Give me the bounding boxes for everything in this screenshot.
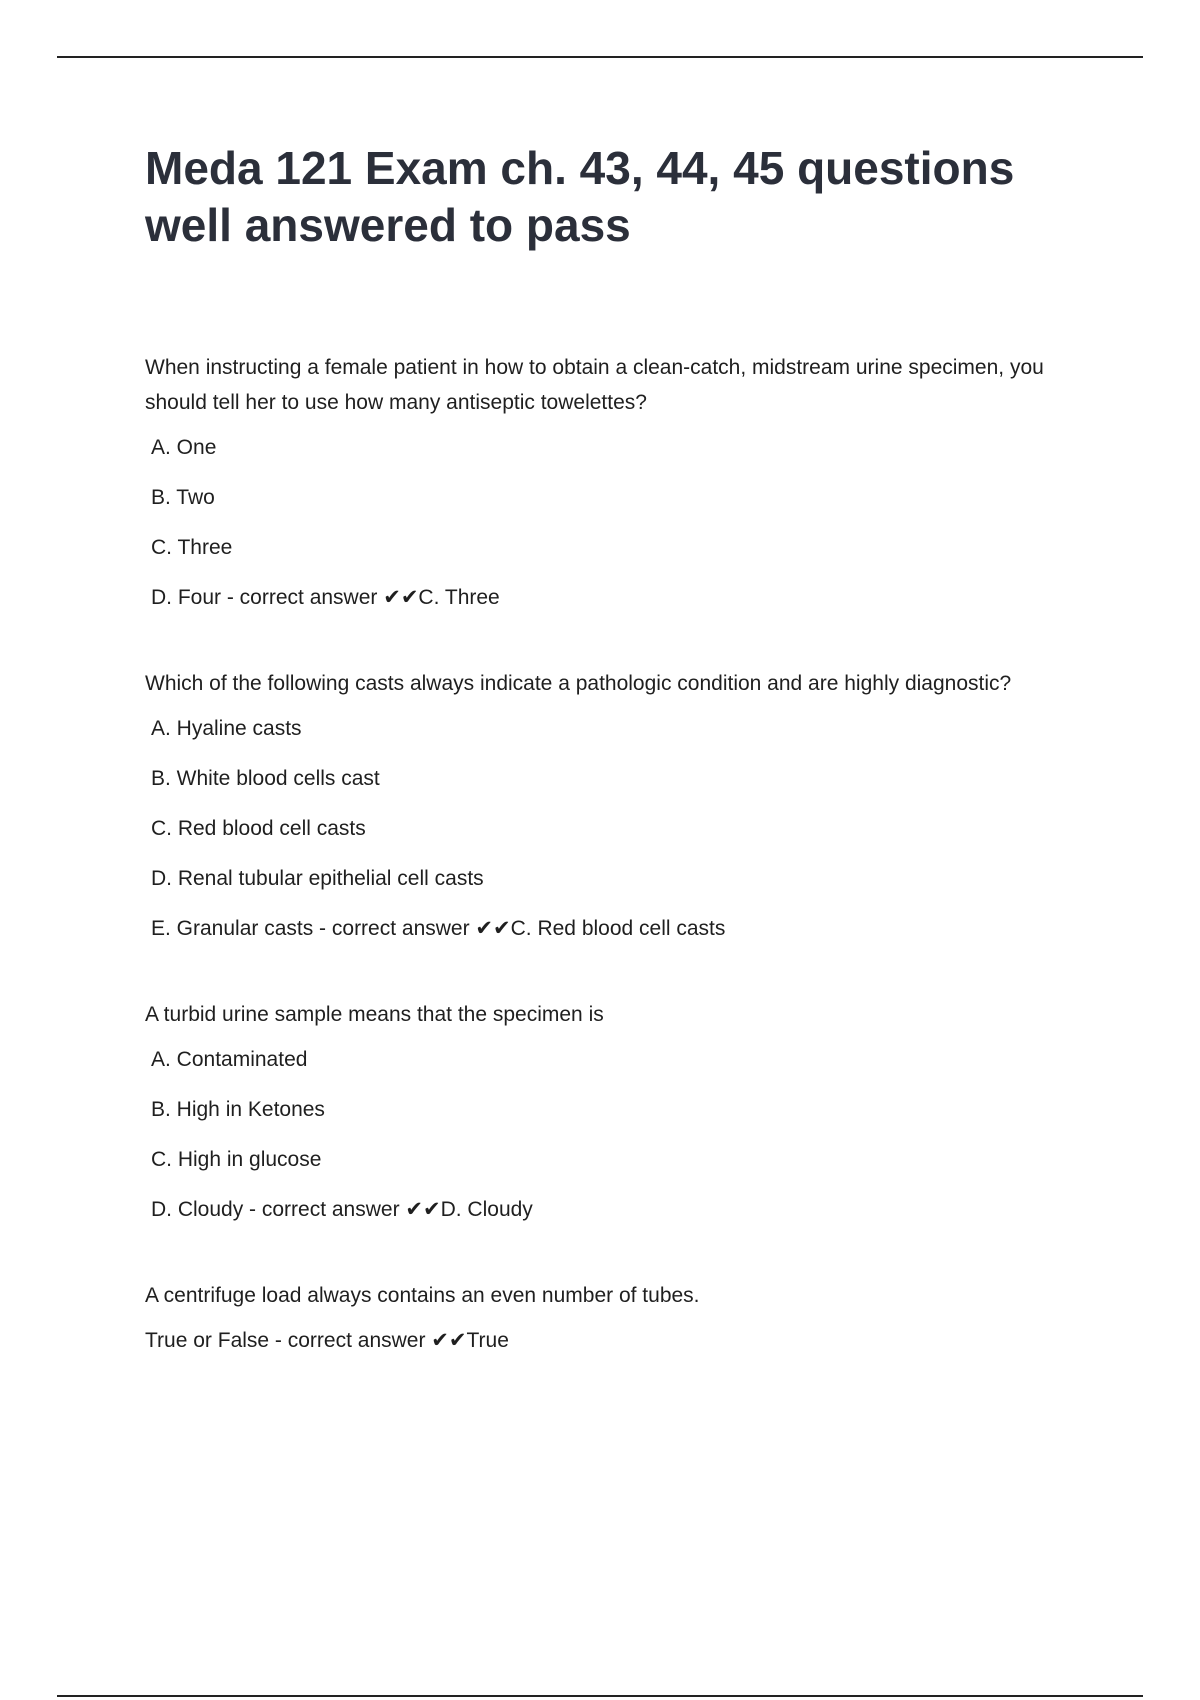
question-2: [145, 666, 1095, 943]
answer-option: C. Three: [151, 536, 233, 559]
answer-option: B. White blood cells cast: [151, 767, 380, 790]
document-body: [145, 140, 1095, 1409]
bottom-divider: [57, 1695, 1143, 1697]
question-1: [145, 350, 1095, 612]
answer-option: B. Two: [151, 486, 215, 509]
answer-option: A. One: [151, 436, 217, 459]
answer-option-with-correct-answer: D. Four - correct answer ✔✔C. Three: [151, 586, 500, 609]
question-text: Which of the following casts always indicate a pathologic condition and are highly diagnostic?: [145, 672, 1012, 695]
document-title: Meda 121 Exam ch. 43, 44, 45 questions well answered to pass: [145, 142, 1015, 251]
top-divider: [57, 56, 1143, 58]
answer-option: B. High in Ketones: [151, 1098, 325, 1121]
question-3: [145, 997, 1095, 1224]
answer-option: D. Renal tubular epithelial cell casts: [151, 867, 484, 890]
answer-option: A. Hyaline casts: [151, 717, 302, 740]
answer-option: C. High in glucose: [151, 1148, 322, 1171]
question-text: A turbid urine sample means that the specimen is: [145, 1003, 604, 1026]
answer-option-with-correct-answer: D. Cloudy - correct answer ✔✔D. Cloudy: [151, 1198, 533, 1221]
question-text: When instructing a female patient in how to obtain a clean-catch, midstream urine specimen, you should tell her to use how many antiseptic towelettes?: [145, 356, 1044, 414]
question-4: [145, 1278, 1095, 1355]
answer-option: A. Contaminated: [151, 1048, 308, 1071]
question-list: [145, 350, 1095, 1355]
question-text: A centrifuge load always contains an even number of tubes.: [145, 1284, 700, 1307]
answer-option-with-correct-answer: True or False - correct answer ✔✔True: [145, 1329, 509, 1352]
answer-option-with-correct-answer: E. Granular casts - correct answer ✔✔C. Red blood cell casts: [151, 917, 726, 940]
answer-option: C. Red blood cell casts: [151, 817, 366, 840]
